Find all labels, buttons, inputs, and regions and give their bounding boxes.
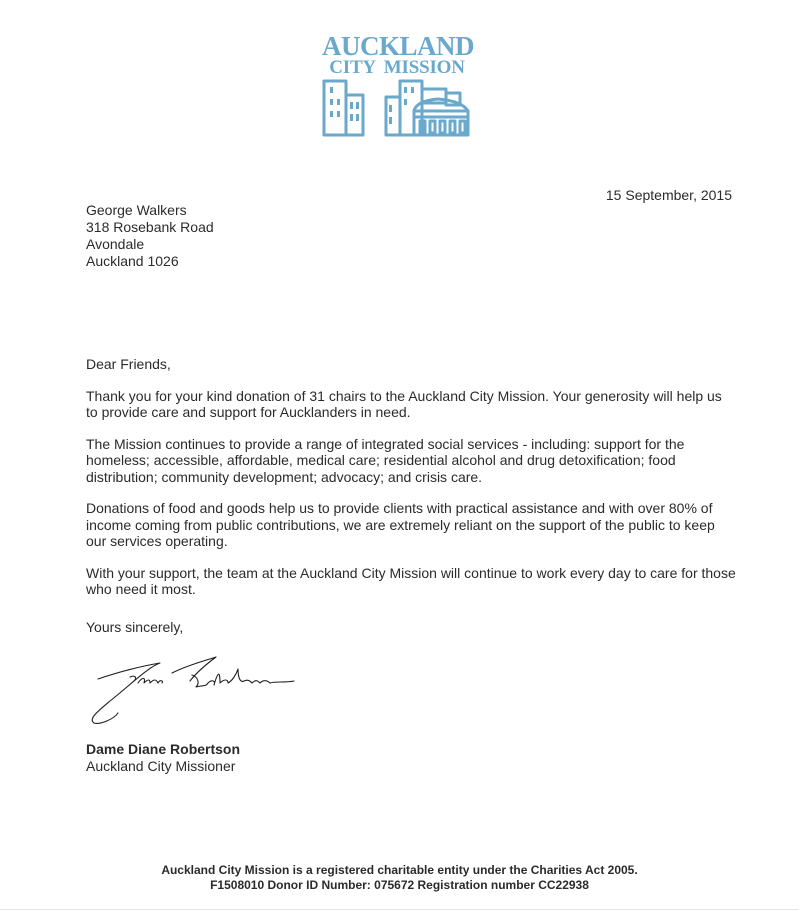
letterhead-logo: [318, 33, 474, 139]
signer-title: Auckland City Missioner: [86, 758, 236, 774]
footer-charity-statement: Auckland City Mission is a registered charitable entity under the Charities Act 2005.: [161, 863, 638, 877]
closing: Yours sincerely,: [86, 619, 184, 635]
logo-wordmark: [322, 31, 475, 78]
recipient-address: [86, 202, 214, 270]
recipient-street: 318 Rosebank Road: [86, 219, 214, 235]
paragraph-support: With your support, the team at the Auckland City Mission will continue to work every day to care for those who need it most.: [86, 564, 736, 597]
recipient-name: George Walkers: [86, 202, 187, 218]
city-buildings-icon: [318, 77, 474, 139]
recipient-suburb: Avondale: [86, 236, 145, 252]
signer-block: [86, 741, 240, 775]
paragraph-thanks: Thank you for your kind donation of 31 chairs to the Auckland City Mission. Your generosity will help us to provide care and support for Aucklanders in need.: [86, 387, 722, 420]
letter-date: 15 September, 2015: [605, 187, 732, 203]
page-bottom-divider: [0, 909, 799, 910]
recipient-city: Auckland 1026: [86, 253, 179, 269]
footer-donor-registration: F1508010 Donor ID Number: 075672 Registration number CC22938: [210, 878, 589, 892]
paragraph-donations: Donations of food and goods help us to provide clients with practical assistance and with over 80% of income coming from public contributions, we are extremely reliant on the support of the public to keep our services operating.: [86, 500, 715, 549]
logo-org-line2: CITY MISSION: [329, 57, 465, 78]
letter-footer: [0, 863, 799, 893]
letter-body: [86, 356, 736, 613]
salutation: Dear Friends,: [86, 356, 171, 372]
logo-org-line1: AUCKLAND: [322, 31, 475, 61]
paragraph-services: The Mission continues to provide a range of integrated social services - including: support for the homeless; accessible, affordable, medical care; residential alcohol and drug detoxification; food distribution; community development; advocacy; and crisis care.: [86, 435, 685, 485]
handwritten-signature-icon: [88, 653, 308, 730]
signer-name: Dame Diane Robertson: [86, 741, 241, 757]
